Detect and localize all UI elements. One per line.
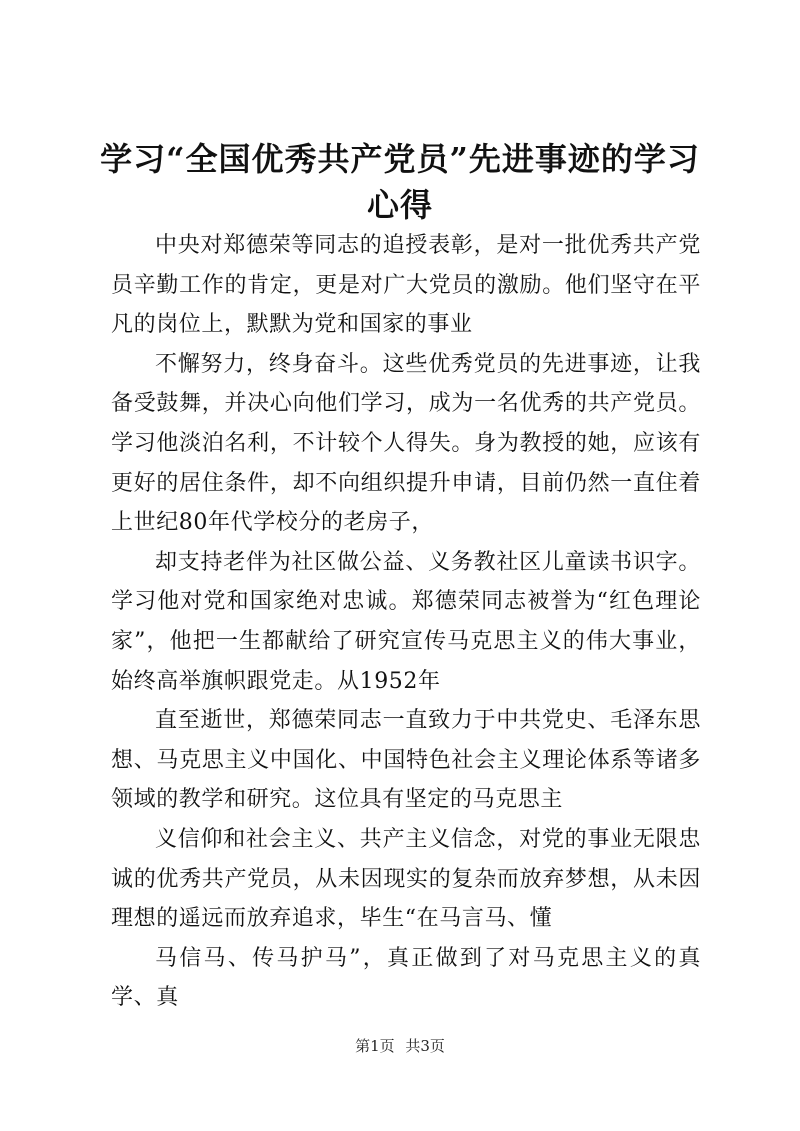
paragraph: 不懈努力，终身奋斗。这些优秀党员的先进事迹，让我备受鼓舞，并决心向他们学习，成为一名优秀的共产党员。学习他淡泊名利，不计较个人得失。身为教授的她，应该有更好的居住条件，却不向组织提升申请，目前仍然一直住着上世纪80年代学校分的老房子， xyxy=(111,351,701,536)
paragraph: 义信仰和社会主义、共产主义信念，对党的事业无限忠诚的优秀共产党员，从未因现实的复杂而放弃梦想，从未因理想的遥远而放弃追求，毕生“在马言马、懂 xyxy=(111,826,701,932)
document-title: 学习“全国优秀共产党员”先进事迹的学习心得 xyxy=(100,140,700,224)
page-footer xyxy=(0,1035,800,1056)
paragraph: 直至逝世，郑德荣同志一直致力于中共党史、毛泽东思想、马克思主义中国化、中国特色社会主义理论体系等诸多领域的教学和研究。这位具有坚定的马克思主 xyxy=(111,708,701,813)
document-body xyxy=(111,226,701,1018)
page-total: 共3页 xyxy=(405,1037,445,1055)
paragraph: 中央对郑德荣等同志的追授表彰，是对一批优秀共产党员辛勤工作的肯定，更是对广大党员的激励。他们坚守在平凡的岗位上，默默为党和国家的事业 xyxy=(111,233,701,338)
paragraph: 却支持老伴为社区做公益、义务教社区儿童读书识字。学习他对党和国家绝对忠诚。郑德荣同志被誉为“红色理论家”，他把一生都献给了研究宣传马克思主义的伟大事业，始终高举旗帜跟党走。从1952年 xyxy=(111,549,701,694)
paragraph: 马信马、传马护马”，真正做到了对马克思主义的真学、真 xyxy=(111,945,701,1011)
page-number: 第1页 xyxy=(355,1037,395,1055)
